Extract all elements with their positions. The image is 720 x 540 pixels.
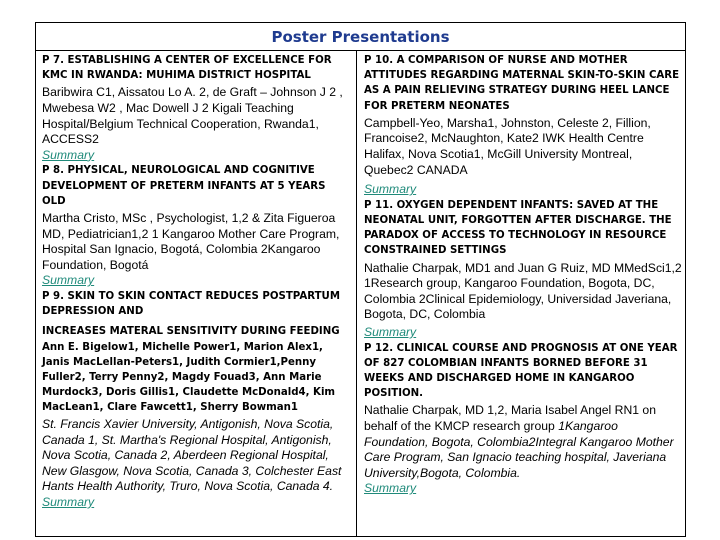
- page-title: Poster Presentations: [271, 27, 450, 46]
- poster-authors-p10: Campbell-Yeo, Marsha1, Johnston, Celeste 2, Fillion, Francoise2, McNaughton, Kate2 IWK Health Centre Halifax, Nova Scotia1, McGill University Montreal, Quebec2 CANADA: [364, 115, 651, 177]
- column-divider: [356, 50, 357, 536]
- poster-authors-p12-text: Nathalie Charpak, MD 1,2, Maria Isabel Angel RN1 on behalf of the KMCP research group: [364, 403, 656, 433]
- poster-title-p12: P 12. CLINICAL COURSE AND PROGNOSIS AT ONE YEAR OF 827 COLOMBIAN INFANTS BORNED BEFORE 31 WEEKS AND DISCHARGED HOME IN KANGAROO POSITION.: [364, 342, 678, 400]
- poster-authors-p7: Baribwira C1, Aissatou Lo A. 2, de Graft – Johnson J 2 , Mwebesa W2 , Mac Dowell J 2 Kigali Teaching Hospital/Belgium Technical Cooperation, Rwanda1, ACCESS2: [42, 85, 343, 147]
- poster-affiliation-p9: St. Francis Xavier University, Antigonish, Nova Scotia, Canada 1, St. Martha's Regional Hospital, Antigonish, Nova Scotia, Canada 2, Aberdeen Regional Hospital, New Glasgow, Nova Scotia, Canada 3, Colchester East Hants Health Authority, Truro, Nova Scotia, Canada 4.: [42, 417, 342, 494]
- poster-title-p9-cont: INCREASES MATERAL SENSITIVITY DURING FEEDING: [42, 326, 340, 338]
- summary-link-p10[interactable]: Summary: [364, 182, 417, 197]
- poster-title-p11: P 11. OXYGEN DEPENDENT INFANTS: SAVED AT THE NEONATAL UNIT, FORGOTTEN AFTER DISCHARGE. THE PARADOX OF ACCESS TO TECHNOLOGY IN RESOURCE CONSTRAINED SETTINGS: [364, 199, 672, 257]
- poster-authors-p8: Martha Cristo, MSc , Psychologist, 1,2 & Zita Figueroa MD, Pediatrician1,2 1 Kangaroo Mother Care Program, Hospital San Ignacio, Bogotá, Colombia 2Kangaroo Foundation, Bogotá: [42, 210, 340, 272]
- columns: [36, 50, 685, 536]
- summary-link-p8[interactable]: Summary: [42, 273, 95, 288]
- poster-authors-p12: [364, 403, 682, 481]
- poster-title-p7: P 7. ESTABLISHING A CENTER OF EXCELLENCE FOR KMC IN RWANDA: MUHIMA DISTRICT HOSPITAL: [42, 55, 332, 82]
- right-column: [364, 53, 682, 497]
- left-column: [42, 53, 348, 511]
- summary-link-p9[interactable]: Summary: [42, 495, 95, 509]
- poster-authors-p9: Ann E. Bigelow1, Michelle Power1, Marion Alex1, Janis MacLellan-Peters1, Judith Cormier1,Penny Fuller2, Terry Penny2, Magdy Fouad3, Ann Marie Murdock3, Doris Gillis1, Claudette McDonald4, Kim MacLean1, Clare Fawcett1, Sherry Bowman1: [42, 341, 336, 413]
- title-row: [36, 23, 685, 51]
- poster-title-p9: P 9. SKIN TO SKIN CONTACT REDUCES POSTPARTUM DEPRESSION AND: [42, 290, 340, 318]
- summary-link-p7[interactable]: Summary: [42, 147, 95, 162]
- summary-link-p12[interactable]: Summary: [364, 481, 417, 496]
- poster-title-p10: P 10. A COMPARISON OF NURSE AND MOTHER ATTITUDES REGARDING MATERNAL SKIN-TO-SKIN CARE AS A PAIN RELIEVING STRATEGY DURING HEEL LANCE FOR PRETERM NEONATES: [364, 55, 680, 112]
- poster-authors-p11: Nathalie Charpak, MD1 and Juan G Ruiz, MD MMedSci1,2 1Research group, Kangaroo Foundation, Bogota, DC, Colombia 2Clinical Epidemiology, Universidad Javeriana, Bogota, DC, Colombia: [364, 260, 682, 322]
- poster-affiliation-p12: 1Kangaroo Foundation, Bogota, Colombia2Integral Kangaroo Mother Care Program, San Ignacio teaching hospital, Javeriana University,Bogota, Colombia.: [364, 418, 674, 480]
- poster-table: [35, 22, 686, 537]
- summary-link-p11[interactable]: Summary: [364, 324, 417, 339]
- poster-title-p8: P 8. PHYSICAL, NEUROLOGICAL AND COGNITIVE DEVELOPMENT OF PRETERM INFANTS AT 5 YEARS OLD: [42, 165, 326, 207]
